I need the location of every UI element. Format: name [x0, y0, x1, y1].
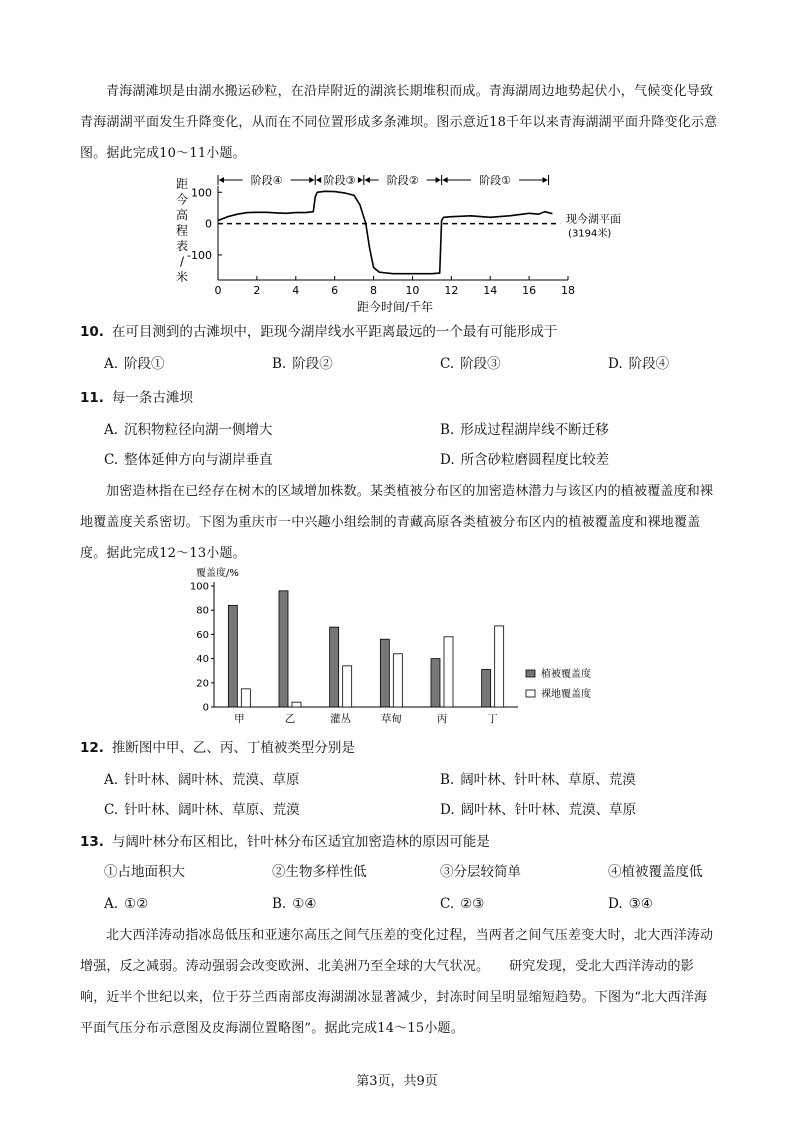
- q13-option-a[interactable]: A. ①②: [104, 896, 149, 912]
- page-footer: 第3页，共9页: [356, 1074, 438, 1089]
- stage-arrowhead: [309, 177, 314, 183]
- chart1-stage-bar: [218, 174, 549, 187]
- q10-option-b[interactable]: B. 阶段②: [272, 356, 333, 372]
- stage-arrowhead: [316, 177, 321, 183]
- question-10: [80, 322, 720, 342]
- chart2-bars: [228, 591, 503, 725]
- reference-sub-label: (3194米): [568, 228, 612, 240]
- x-tick-label: 6: [331, 284, 339, 297]
- q12-option-c[interactable]: C. 针叶林、阔叶林、草原、荒漠: [104, 802, 300, 818]
- category-label: 丙: [436, 713, 448, 725]
- y-tick-label: 0: [205, 217, 212, 231]
- x-tick-label: 8: [370, 284, 378, 297]
- stage-arrowhead: [219, 177, 224, 183]
- bar-vegetation-cover: [228, 605, 237, 707]
- question-number: 11.: [80, 390, 104, 406]
- question-13: [80, 832, 720, 852]
- question-stem: 推断图中甲、乙、丙、丁植被类型分别是: [111, 740, 355, 756]
- x-tick-label: 14: [483, 284, 498, 297]
- bar-bare-land-cover: [444, 637, 453, 707]
- y-tick-label: 100: [191, 186, 212, 200]
- category-label: 灌丛: [330, 713, 352, 725]
- bar-bare-land-cover: [343, 666, 352, 707]
- passage-qinghai-lake: 青海湖滩坝是由湖水搬运砂粒，在沿岸附近的湖滨长期堆积而成。青海湖周边地势起伏小，气候变化导致青海湖湖平面发生升降变化，从而在不同位置形成多条滩坝。图示意近18千年以来青海湖湖平面升降变化示意图。据此完成10～11小题。: [80, 84, 718, 161]
- q10-option-c[interactable]: C. 阶段③: [440, 356, 501, 372]
- stage-arrowhead: [543, 177, 548, 183]
- y-tick-label: 80: [196, 605, 209, 617]
- y-tick-label: 0: [202, 702, 209, 714]
- y-tick-label: 20: [196, 678, 209, 690]
- lake-level-line: [218, 191, 552, 273]
- question-stem: 与阔叶林分布区相比，针叶林分布区适宜加密造林的原因可能是: [111, 834, 490, 850]
- legend-swatch: [526, 670, 535, 677]
- y-axis-label-char: 高: [175, 208, 189, 222]
- reference-label: 现今湖平面: [566, 212, 622, 226]
- bar-vegetation-cover: [330, 627, 339, 707]
- y-tick-label: 40: [196, 654, 209, 666]
- q12-option-d[interactable]: D. 阔叶林、针叶林、荒漠、草原: [440, 802, 637, 818]
- q12-option-a[interactable]: A. 针叶林、阔叶林、荒漠、草原: [104, 772, 300, 788]
- stage-label: 阶段③: [323, 174, 356, 187]
- stage-label: 阶段①: [479, 174, 512, 187]
- q13-item-4: ④植被覆盖度低: [608, 864, 703, 880]
- q10-option-d[interactable]: D. 阶段④: [608, 356, 670, 372]
- x-tick-label: 4: [292, 284, 300, 297]
- stage-label: 阶段④: [250, 174, 283, 187]
- question-11: [80, 388, 720, 408]
- y-tick-label: 100: [189, 581, 209, 593]
- passage-nao: 北大西洋涛动指冰岛低压和亚速尔高压之间气压差的变化过程，当两者之间气压差变大时，北大西洋涛动增强，反之减弱。涛动强弱会改变欧洲、北美洲乃至全球的大气状况。 研究发现，受北大西洋涛动的影响，近半个世纪以来，位于芬兰西南部皮海湖湖冰显著减少，封冻时间呈明显缩短趋势。下图为“北大西洋海平面气压分布示意图及皮海湖位置略图”。据此完成14～15小题。: [80, 928, 714, 1036]
- bar-bare-land-cover: [393, 654, 402, 707]
- y-axis-label-char: 程: [175, 223, 189, 238]
- question-12: [80, 738, 720, 758]
- q11-option-b[interactable]: B. 形成过程湖岸线不断迁移: [440, 422, 609, 438]
- category-label: 乙: [284, 713, 296, 725]
- bar-bare-land-cover: [495, 626, 504, 707]
- q13-option-b[interactable]: B. ①④: [272, 896, 317, 912]
- category-label: 甲: [234, 713, 245, 725]
- q13-option-c[interactable]: C. ②③: [440, 896, 485, 912]
- legend-label: 裸地覆盖度: [541, 689, 591, 700]
- question-number: 13.: [80, 834, 104, 850]
- bar-vegetation-cover: [431, 659, 440, 707]
- q11-option-a[interactable]: A. 沉积物粒径向湖一侧增大: [104, 422, 273, 438]
- passage-afforestation: 加密造林指在已经存在树木的区域增加株数。某类植被分布区的加密造林潜力与该区内的植被覆盖度和裸地覆盖度关系密切。下图为重庆市一中兴趣小组绘制的青藏高原各类植被分布区内的植被覆盖度和裸地覆盖度。据此完成12～13小题。: [80, 484, 714, 561]
- stage-arrowhead: [358, 177, 363, 183]
- y-axis-label-char: 距: [175, 177, 189, 191]
- q13-option-d[interactable]: D. ③④: [608, 896, 653, 912]
- stage-label: 阶段②: [386, 174, 419, 187]
- stage-arrowhead: [365, 177, 370, 183]
- bar-vegetation-cover: [279, 591, 288, 707]
- q13-item-2: ②生物多样性低: [272, 864, 367, 880]
- coverage-bar-chart: [188, 566, 618, 734]
- category-label: 丁: [487, 713, 498, 725]
- y-tick-label: -100: [187, 248, 212, 262]
- stage-arrowhead: [443, 177, 448, 183]
- x-tick-label: 16: [522, 284, 537, 297]
- x-tick-label: 12: [444, 284, 459, 297]
- y-axis-label-char: 今: [175, 192, 189, 207]
- question-number: 10.: [80, 324, 104, 340]
- bar-vegetation-cover: [482, 669, 491, 707]
- q11-option-c[interactable]: C. 整体延伸方向与湖岸垂直: [104, 452, 273, 468]
- x-axis-title: 距今时间/千年: [356, 300, 434, 314]
- q12-option-b[interactable]: B. 阔叶林、针叶林、草原、荒漠: [440, 772, 636, 788]
- q13-item-1: ①占地面积大: [104, 864, 185, 880]
- q11-option-d[interactable]: D. 所含砂粒磨圆程度比较差: [440, 452, 610, 468]
- legend-label: 植被覆盖度: [541, 669, 591, 680]
- x-tick-label: 2: [253, 284, 261, 297]
- y-tick-label: 60: [196, 629, 209, 641]
- y-axis-label-char: 表: [175, 239, 189, 253]
- lake-level-chart: [168, 168, 638, 316]
- y-axis-label-char: 米: [175, 270, 189, 284]
- chart1-axes: [187, 186, 575, 314]
- bar-bare-land-cover: [241, 689, 250, 707]
- chart2-axes: [190, 566, 518, 714]
- x-tick-label: 0: [214, 284, 222, 297]
- chart1-series: [218, 191, 552, 273]
- x-tick-label: 18: [561, 284, 575, 297]
- q13-item-3: ③分层较简单: [440, 864, 521, 880]
- question-stem: 每一条古滩坝: [111, 390, 193, 406]
- y-axis-title: 覆盖度/%: [196, 568, 239, 579]
- legend-swatch: [526, 690, 535, 697]
- question-stem: 在可目测到的古滩坝中，距现今湖岸线水平距离最远的一个最有可能形成于: [111, 324, 558, 340]
- chart2-legend: [526, 667, 591, 700]
- question-number: 12.: [80, 740, 104, 756]
- category-label: 草甸: [380, 713, 402, 725]
- chart1-reference: [218, 212, 621, 240]
- chart1-ylabel: [176, 177, 188, 284]
- x-tick-label: 10: [405, 284, 420, 297]
- bar-vegetation-cover: [380, 639, 389, 707]
- stage-arrowhead: [436, 177, 441, 183]
- y-axis-label-char: /: [179, 254, 185, 269]
- bar-bare-land-cover: [292, 702, 301, 707]
- q10-option-a[interactable]: A. 阶段①: [104, 356, 165, 372]
